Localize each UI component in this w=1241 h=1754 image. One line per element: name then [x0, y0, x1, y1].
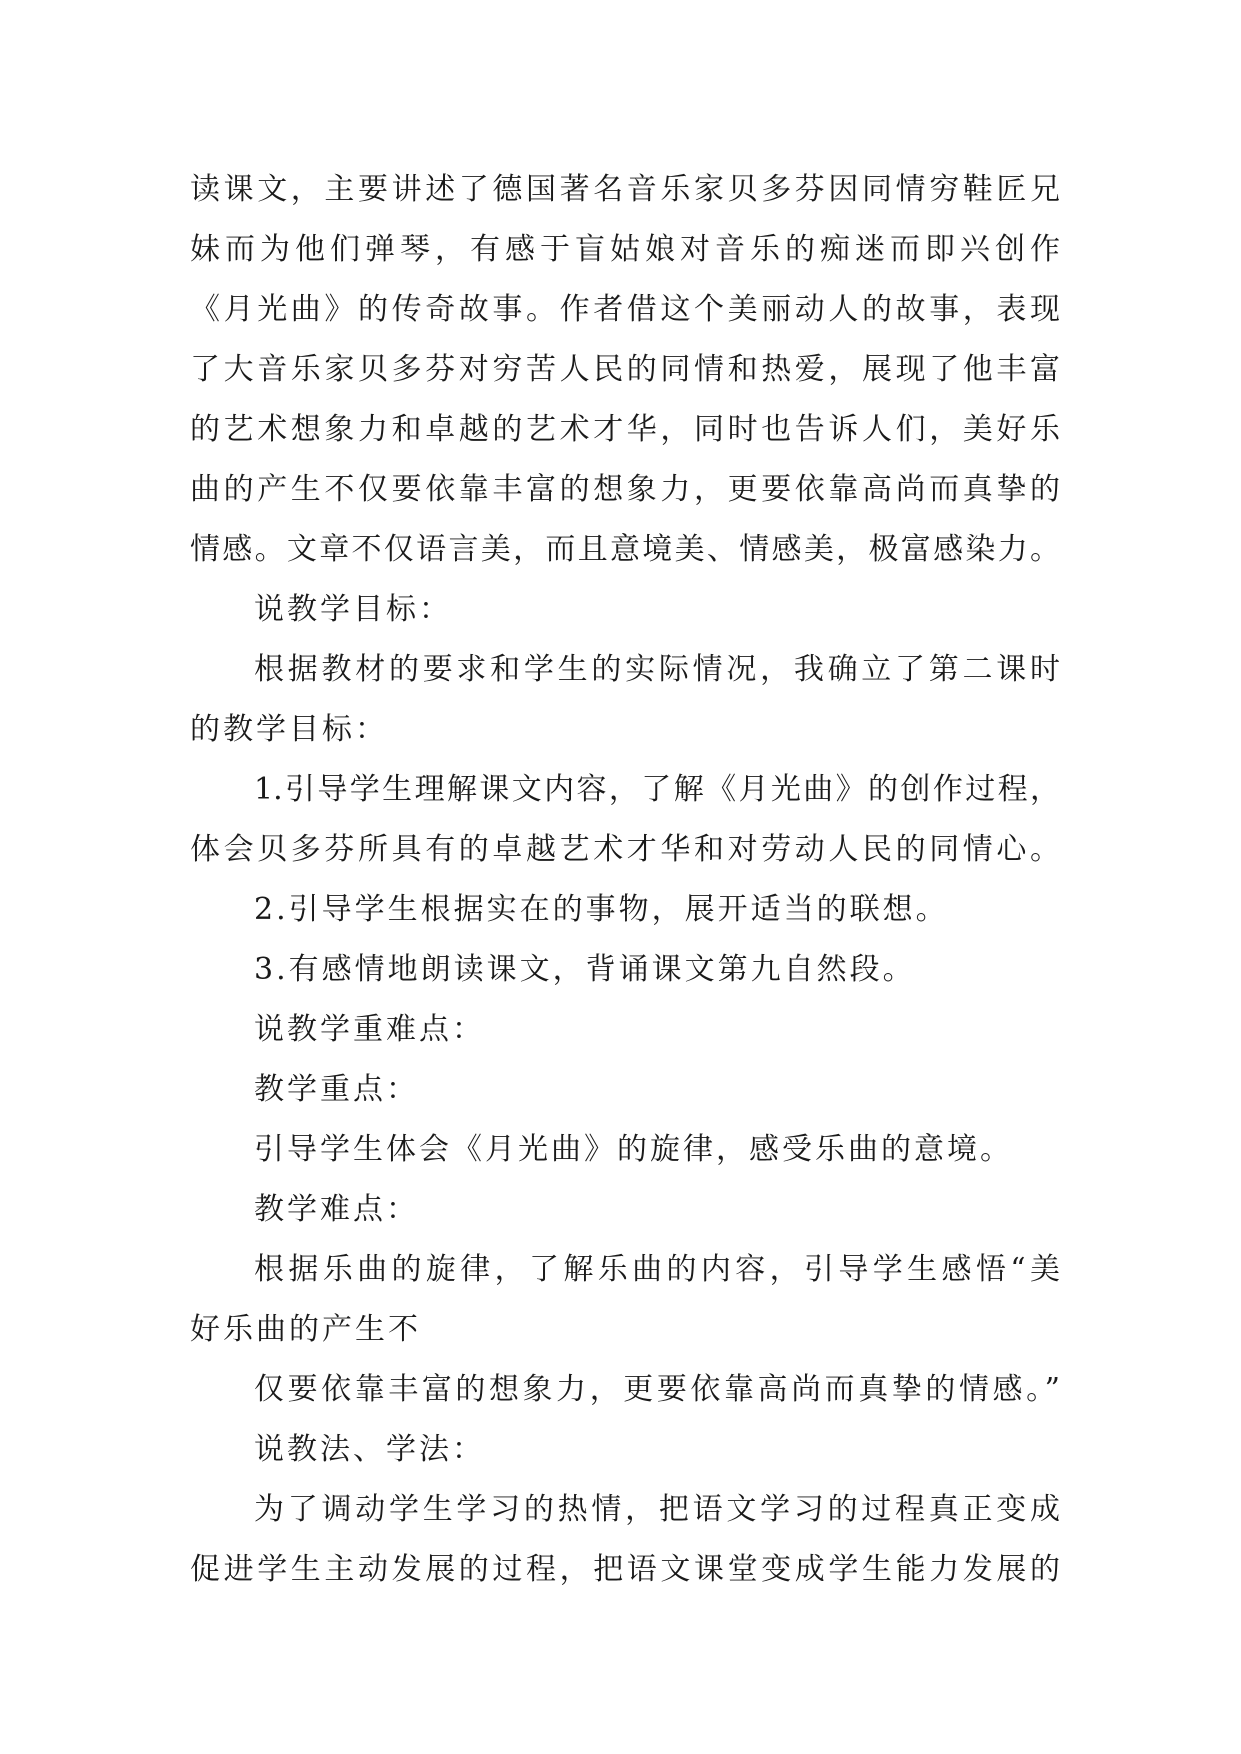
text-line: 的教学目标： [190, 712, 388, 747]
text-line: 好乐曲的产生不 [190, 1312, 421, 1347]
text-line: 读课文，主要讲述了德国著名音乐家贝多芬因同情穷鞋匠兄 [190, 172, 1060, 207]
section-heading: 教学重点： [254, 1072, 419, 1107]
text-line: 妹而为他们弹琴，有感于盲姑娘对音乐的痴迷而即兴创作 [190, 232, 1060, 267]
text-line: 为了调动学生学习的热情，把语文学习的过程真正变成 [254, 1492, 1060, 1527]
text-line: 根据乐曲的旋律，了解乐曲的内容，引导学生感悟“美 [254, 1252, 1060, 1287]
list-item: 1.引导学生理解课文内容，了解《月光曲》的创作过程， [254, 772, 1060, 807]
text-line: 情感。文章不仅语言美，而且意境美、情感美，极富感染力。 [190, 532, 1060, 567]
list-item: 3.有感情地朗读课文，背诵课文第九自然段。 [254, 952, 916, 987]
text-line: 体会贝多芬所具有的卓越艺术才华和对劳动人民的同情心。 [190, 832, 1060, 867]
text-line: 《月光曲》的传奇故事。作者借这个美丽动人的故事，表现 [190, 292, 1060, 327]
list-item: 2.引导学生根据实在的事物，展开适当的联想。 [254, 892, 949, 927]
text-line: 曲的产生不仅要依靠丰富的想象力，更要依靠高尚而真挚的 [190, 472, 1060, 507]
text-line: 了大音乐家贝多芬对穷苦人民的同情和热爱，展现了他丰富 [190, 352, 1060, 387]
section-heading: 说教学重难点： [254, 1012, 485, 1047]
section-heading: 说教法、学法： [254, 1432, 485, 1467]
document-page [190, 160, 1060, 1600]
text-line: 促进学生主动发展的过程，把语文课堂变成学生能力发展的 [190, 1552, 1060, 1587]
text-line: 引导学生体会《月光曲》的旋律，感受乐曲的意境。 [254, 1132, 1013, 1167]
section-heading: 教学难点： [254, 1192, 419, 1227]
text-line: 根据教材的要求和学生的实际情况，我确立了第二课时 [254, 652, 1060, 687]
text-line: 仅要依靠丰富的想象力，更要依靠高尚而真挚的情感。” [254, 1372, 1060, 1407]
text-line: 的艺术想象力和卓越的艺术才华，同时也告诉人们，美好乐 [190, 412, 1060, 447]
section-heading: 说教学目标： [254, 592, 452, 627]
